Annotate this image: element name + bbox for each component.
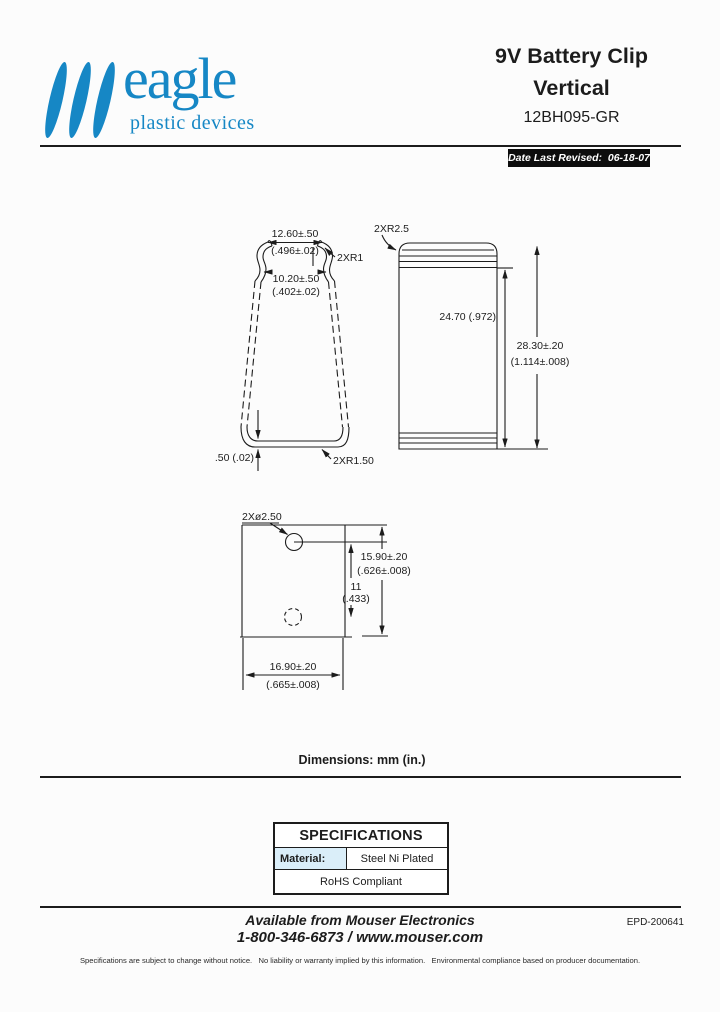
dim-top-width-in: (.496±.02) bbox=[271, 245, 319, 257]
dim-neck-width-mm: 10.20±.50 bbox=[272, 273, 320, 285]
dim-plate-height-in: (.626±.008) bbox=[357, 565, 411, 577]
bottom-outer bbox=[241, 427, 349, 447]
dim-overall-height-in: (1.114±.008) bbox=[510, 356, 570, 368]
leader-line bbox=[382, 235, 396, 250]
logo-stroke bbox=[89, 61, 119, 140]
side-view bbox=[374, 223, 569, 449]
dim-neck-width-in: (.402±.02) bbox=[272, 286, 320, 298]
dim-plate-height-mm: 15.90±.20 bbox=[360, 551, 408, 563]
spec-rohs-row: RoHS Compliant bbox=[320, 875, 402, 888]
table-row bbox=[275, 848, 447, 870]
wall-inner-right-dashed bbox=[329, 282, 343, 427]
specifications-table bbox=[273, 822, 449, 895]
wall-outer-left-dashed bbox=[241, 281, 255, 427]
dim-body-height: 24.70 (.972) bbox=[439, 311, 496, 323]
page-title-line1: 9V Battery Clip bbox=[495, 44, 648, 68]
hole-bottom-hidden bbox=[285, 609, 302, 626]
logo-wordmark: eagle bbox=[123, 46, 236, 111]
dim-thickness: .50 (.02) bbox=[214, 452, 254, 464]
side-outline bbox=[399, 243, 497, 449]
lip-outer-right bbox=[322, 242, 335, 281]
logo-stroke bbox=[41, 61, 71, 140]
wall-inner-left-dashed bbox=[247, 282, 261, 427]
eagle-logo-icon bbox=[40, 54, 124, 146]
dim-hole-diameter: 2Xø2.50 bbox=[242, 511, 282, 523]
bottom-view bbox=[240, 511, 411, 691]
logo-stroke bbox=[65, 61, 95, 140]
dim-plate-width-mm: 16.90±.20 bbox=[269, 661, 317, 673]
footer-distributor-block bbox=[160, 912, 560, 946]
distributor-contact: 1-800-346-6873 / www.mouser.com bbox=[236, 928, 484, 946]
spec-material-label: Material: bbox=[275, 848, 347, 869]
header-divider bbox=[40, 145, 681, 147]
dimensions-note: Dimensions: mm (in.) bbox=[298, 753, 426, 767]
revision-badge: Date Last Revised: 06-18-07 bbox=[508, 149, 650, 167]
dim-plate-width-in: (.665±.008) bbox=[266, 679, 320, 691]
dim-overall-height-mm: 28.30±.20 bbox=[516, 340, 564, 352]
page-title-line2: Vertical bbox=[533, 76, 610, 101]
dim-side-radius: 2XR2.5 bbox=[374, 223, 410, 235]
distributor-name: Available from Mouser Electronics bbox=[245, 912, 475, 928]
dim-hole-spacing-in: (.433) bbox=[342, 593, 370, 605]
dim-hole-spacing-mm: 11 bbox=[350, 581, 362, 593]
dim-top-width-mm: 12.60±.50 bbox=[271, 228, 319, 240]
spec-table-title: SPECIFICATIONS bbox=[275, 824, 447, 848]
logo-tagline: plastic devices bbox=[130, 112, 255, 134]
title-block bbox=[455, 40, 688, 127]
spec-material-value: Steel Ni Plated bbox=[360, 852, 434, 865]
bottom-inner bbox=[247, 427, 343, 441]
section-divider bbox=[40, 776, 681, 778]
disclaimer-text: Specifications are subject to change without notice. No liability or warranty implied by this information. Environmental compliance based on producer documentation. bbox=[79, 956, 641, 965]
dim-top-radius: 2XR1 bbox=[337, 252, 364, 264]
technical-drawings bbox=[0, 195, 720, 715]
leader-line bbox=[322, 450, 331, 460]
part-number: 12BH095-GR bbox=[523, 108, 620, 126]
lip-outer-left bbox=[255, 242, 268, 281]
document-number: EPD-200641 bbox=[626, 917, 684, 928]
footer-divider bbox=[40, 906, 681, 908]
wall-outer-right-dashed bbox=[335, 281, 349, 427]
dim-bottom-radius: 2XR1.50 bbox=[333, 455, 374, 467]
front-view bbox=[215, 228, 374, 471]
